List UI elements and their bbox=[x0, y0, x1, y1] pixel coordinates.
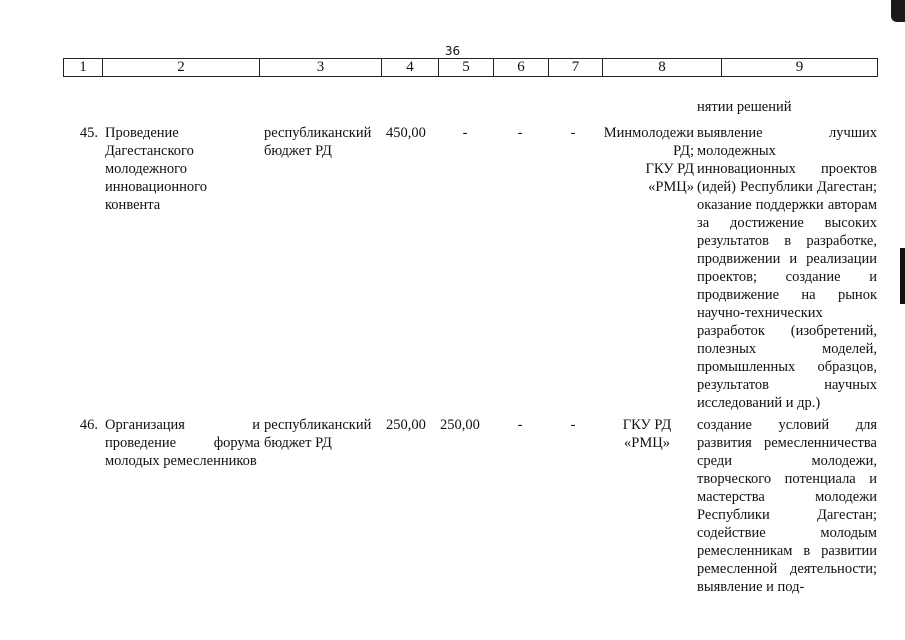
row-45-col6-value: - bbox=[517, 125, 523, 141]
row-46-number: 46. bbox=[79, 417, 98, 433]
column-number-header bbox=[63, 58, 878, 77]
row-45-executor bbox=[578, 124, 694, 196]
scan-corner-mark bbox=[891, 0, 905, 22]
scan-edge-mark bbox=[900, 248, 905, 304]
header-col-3: 3 bbox=[260, 59, 382, 76]
header-col-7: 7 bbox=[549, 59, 603, 76]
row-45-col4-value: 450,00 bbox=[386, 125, 426, 141]
row-45-col7-value: - bbox=[570, 125, 576, 141]
row-45-executor-line: «РМЦ» bbox=[648, 179, 694, 195]
row-46-col7-value: - bbox=[570, 417, 576, 433]
row-46-executor bbox=[600, 416, 694, 452]
header-col-2: 2 bbox=[103, 59, 260, 76]
row-45-funding-source: республиканский бюджет РД bbox=[264, 125, 372, 159]
row-46-executor-line: ГКУ РД bbox=[622, 417, 672, 433]
carry-over-text: нятии решений bbox=[697, 99, 792, 115]
header-col-4: 4 bbox=[382, 59, 439, 76]
row-45-executor-line: ГКУ РД bbox=[645, 161, 694, 177]
row-46-col6-value: - bbox=[517, 417, 523, 433]
row-46-col4-value: 250,00 bbox=[386, 417, 426, 433]
row-45-number: 45. bbox=[79, 125, 98, 141]
page-number: 36 bbox=[444, 44, 461, 58]
row-45-executor-line: РД; bbox=[673, 143, 694, 159]
row-46-expected-result: создание условий для развития ремесленничества среди молодежи, творческого потенциала и мастерства молодежи Республики Дагестан; содействие молодым ремесленникам в развитии ремесленной деятельности; выявление и под- bbox=[697, 417, 877, 595]
row-45-event-name: Проведение Дагестанского молодежного инновационного конвента bbox=[105, 125, 207, 213]
header-col-9: 9 bbox=[722, 59, 878, 76]
header-col-5: 5 bbox=[439, 59, 494, 76]
row-46-funding-source: республиканский бюджет РД bbox=[264, 417, 372, 451]
header-col-6: 6 bbox=[494, 59, 549, 76]
row-45-expected-result: выявление лучших молодежных инновационных проектов (идей) Республики Дагестан; оказание поддержки авторам за достижение высоких результатов в разработке, продвижении и реализации проектов; создание и продвижение на рынок научно-технических разработок (изобретений, полезных моделей, промышленных образцов, результатов научных исследований и др.) bbox=[697, 125, 877, 411]
row-46-executor-line: «РМЦ» bbox=[624, 435, 670, 451]
row-45-executor-line: Минмолодежи bbox=[603, 125, 694, 141]
row-46-event-name: Организация и проведение форума молодых ремесленников bbox=[105, 417, 260, 469]
row-45-col5-value: - bbox=[462, 125, 468, 141]
header-col-8: 8 bbox=[603, 59, 722, 76]
row-46-col5-value: 250,00 bbox=[440, 417, 480, 433]
header-col-1: 1 bbox=[63, 59, 103, 76]
